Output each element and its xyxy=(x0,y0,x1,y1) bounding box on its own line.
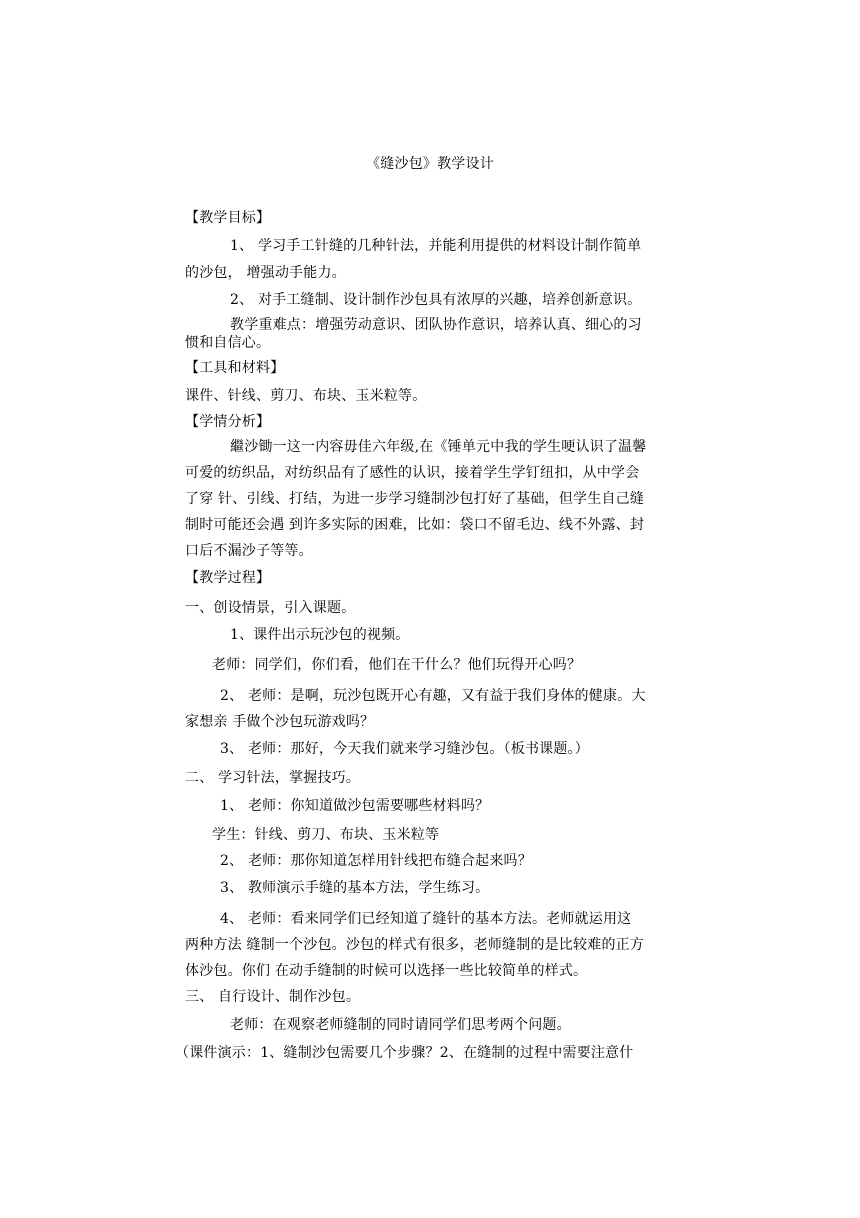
text-line: 三、 自行设计、制作沙包。 xyxy=(185,989,361,1005)
text-line: 惯和自信心。 xyxy=(185,335,271,351)
text-line: 了穿 针、引线、打结，为进一步学习缝制沙包打好了基础，但学生自己缝 xyxy=(185,491,645,507)
text-line: 2、 对手工缝制、设计制作沙包具有浓厚的兴趣，培养创新意识。 xyxy=(230,292,642,308)
text-line: 1、课件出示玩沙包的视频。 xyxy=(230,627,410,643)
text-line: 2、 老师：那你知道怎样用针线把布缝合起来吗？ xyxy=(220,853,532,869)
text-line: 可爱的纺织品，对纺织品有了感性的认识，接着学生学钉纽扣，从中学会 xyxy=(185,465,640,481)
text-line: 老师：同学们，你们看，他们在干什么？他们玩得开心吗？ xyxy=(212,657,582,673)
text-line: 一、创设情景，引入课题。 xyxy=(185,600,356,616)
text-line: 3、 老师：那好，今天我们就来学习缝沙包。（板书课题。） xyxy=(220,741,589,757)
section-heading-tools: 【工具和材料】 xyxy=(185,360,285,376)
text-line: 繼沙锄一这一内容毋佳六年级,在《锤单元中我的学生哽认识了温馨 xyxy=(230,439,647,455)
text-line: 的沙包， 增强动手能力。 xyxy=(185,265,346,281)
text-line: 两种方法 缝制一个沙包。沙包的样式有很多，老师缝制的是比较难的正方 xyxy=(185,937,645,953)
text-line: 制时可能还会遇 到许多实际的困难，比如：袋口不留毛边、线不外露、封 xyxy=(185,517,645,533)
text-line: 老师：在观察老师缝制的同时请同学们思考两个问题。 xyxy=(230,1017,571,1033)
section-heading-analysis: 【学情分析】 xyxy=(185,414,271,430)
text-line: 教学重难点：增强劳动意识、团队协作意识，培养认真、细心的习 xyxy=(230,317,642,333)
text-line: 1、 学习手工针缝的几种针法，并能利用提供的材料设计制作简单 xyxy=(230,238,642,254)
text-line: 二、 学习针法，掌握技巧。 xyxy=(185,770,361,786)
text-line: 课件、针线、剪刀、布块、玉米粒等。 xyxy=(185,388,427,404)
text-line: 2、 老师：是啊，玩沙包既开心有趣，又有益于我们身体的健康。大 xyxy=(220,688,646,704)
text-line: 1、 老师：你知道做沙包需要哪些材料吗？ xyxy=(220,798,490,814)
text-line: （课件演示：1、缝制沙包需要几个步骤？2、在缝制的过程中需要注意什 xyxy=(175,1045,634,1061)
text-line: 学生：针线、剪刀、布块、玉米粒等 xyxy=(212,827,440,843)
text-line: 体沙包。你们 在动手缝制的时候可以选择一些比较简单的样式。 xyxy=(185,963,588,979)
section-heading-objectives: 【教学目标】 xyxy=(185,210,271,226)
text-line: 3、 教师演示手缝的基本方法，学生练习。 xyxy=(220,880,490,896)
document-title: 《缝沙包》教学设计 xyxy=(366,156,494,172)
text-line: 口后不漏沙子等等。 xyxy=(185,543,313,559)
section-heading-process: 【教学过程】 xyxy=(185,570,271,586)
text-line: 家想亲 手做个沙包玩游戏吗？ xyxy=(185,714,375,730)
text-line: 4、 老师：看来同学们已经知道了缝针的基本方法。老师就运用这 xyxy=(220,911,632,927)
